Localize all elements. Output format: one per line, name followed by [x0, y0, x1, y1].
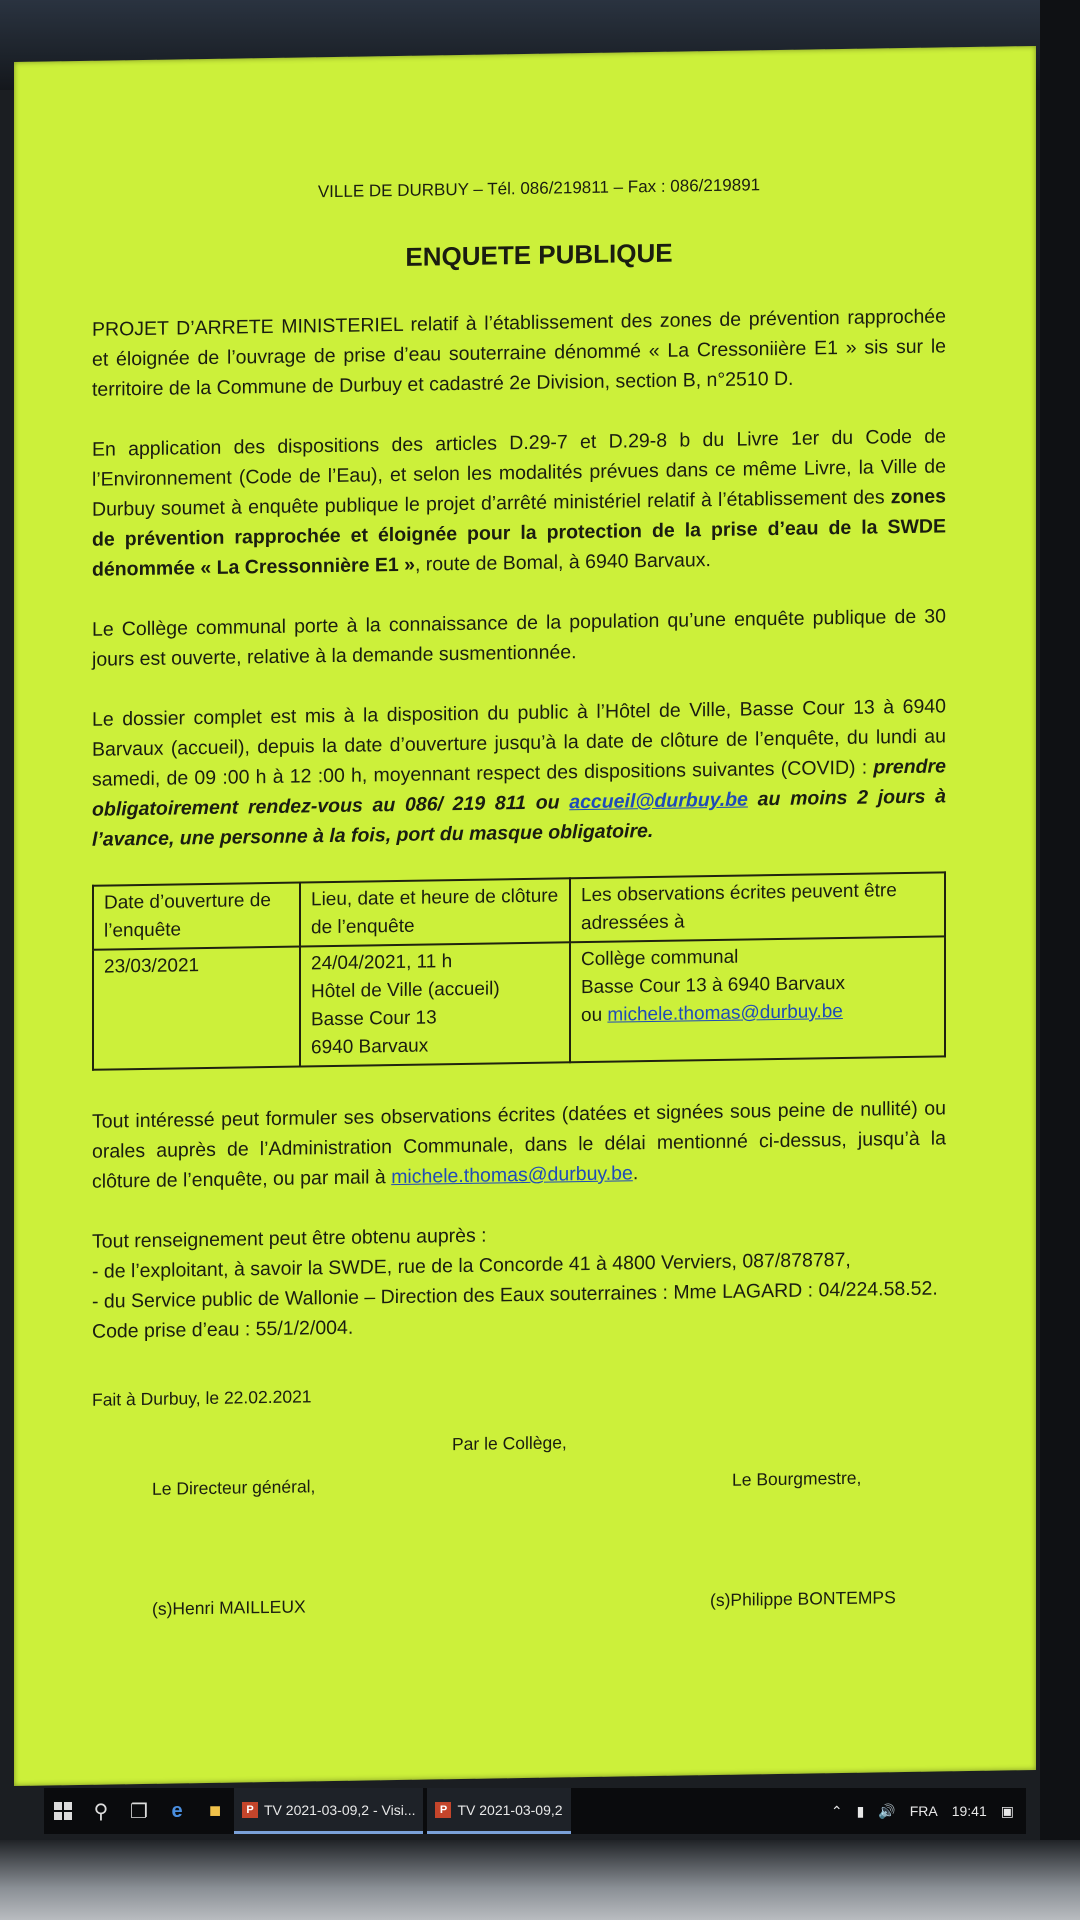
paragraph-application [92, 421, 946, 584]
closing-city: 6940 Barvaux [311, 1035, 429, 1059]
paragraph-application-end: , route de Bomal, à 6940 Barvaux. [414, 549, 711, 576]
notification-icon[interactable]: ▣ [1000, 1802, 1014, 1819]
windows-start-icon[interactable] [44, 1788, 82, 1834]
table-cell-observations [570, 936, 945, 1062]
contact-swde: - de l’exploitant, à savoir la SWDE, rue de la Concorde 41 à 4800 Verviers, 087/878787, [92, 1248, 851, 1283]
monitor-bezel-right [1040, 0, 1080, 1920]
paragraph-dossier-rules: au moins 2 jours à l’avance, une personne à la fois, port du masque obligatoire. [92, 785, 946, 851]
chevron-up-icon[interactable]: ⌃ [830, 1802, 843, 1819]
closing-place: Hôtel de Ville (accueil) [311, 978, 500, 1003]
table-cell-opening-date: 23/03/2021 [93, 947, 300, 1070]
task-view-icon[interactable]: ❐ [130, 1800, 148, 1823]
paragraph-observations-start: Tout intéressé peut formuler ses observations écrites (datées et signées sous peine de nullité) ou orales auprès de l’Administration Communale, dans le délai mentionné ci-dessus, jusqu’à la clôture de l’enquête, ou par mail à [92, 1097, 946, 1193]
search-icon[interactable]: ⚲ [93, 1800, 109, 1823]
bourgmestre-label: Le Bourgmestre, [732, 1467, 862, 1490]
system-tray [831, 1803, 1026, 1820]
table-row [93, 936, 945, 1069]
table-header-observations: Les observations écrites peuvent être adressées à [570, 872, 945, 942]
closing-street: Basse Cour 13 [311, 1007, 437, 1031]
paragraph-dossier [92, 691, 946, 854]
clock[interactable]: 19:41 [951, 1803, 987, 1819]
closing-date: 24/04/2021, 11 h [311, 951, 453, 975]
taskbar-app-presentation-label: TV 2021-03-09,2 [457, 1801, 563, 1818]
powerpoint-icon: P [242, 1802, 258, 1818]
document-title: ENQUETE PUBLIQUE [405, 237, 673, 272]
monitor-bezel-bottom [0, 1840, 1080, 1920]
paragraph-observations-end: . [632, 1162, 639, 1185]
table-header-closing: Lieu, date et heure de clôture de l’enquête [300, 878, 570, 946]
paragraph-dossier-appointment: prendre obligatoirement rendez-vous au 086/ 219 811 ou [92, 755, 946, 821]
paragraph-application-bold: zones de prévention rapprochée et éloignée pour la protection de la prise d’eau de la SWDE dénommée « La Cressonnière E1 » [92, 485, 946, 581]
contact-code: Code prise d’eau : 55/1/2/004. [92, 1316, 354, 1343]
paragraph-application-start: En application des dispositions des articles D.29-7 et D.29-8 b du Livre 1er du Code de l’Environnement (Code de l’Eau), et selon les modalités prévues dans ce même Livre, la Ville de Durbuy soumet à enquête publique le projet d’arrêté ministériel relatif à l’établissement des [92, 425, 946, 521]
contact-block [92, 1213, 946, 1346]
par-college: Par le Collège, [452, 1432, 567, 1455]
taskbar-app-viewer[interactable] [234, 1788, 423, 1834]
signature-block [92, 1363, 946, 1636]
observations-recipient: Collège communal [581, 946, 739, 971]
enquiry-table [92, 871, 946, 1070]
table-cell-closing [300, 942, 570, 1066]
accueil-email-link[interactable]: accueil@durbuy.be [569, 788, 748, 814]
done-at: Fait à Durbuy, le 22.02.2021 [92, 1386, 312, 1410]
file-explorer-icon[interactable]: ■ [208, 1799, 222, 1822]
screen-area [14, 46, 1036, 1786]
document-header: VILLE DE DURBUY – Tél. 086/219811 – Fax : 086/219891 [317, 175, 761, 202]
observations-email-link[interactable]: michele.thomas@durbuy.be [607, 1000, 843, 1026]
observations-ou: ou [581, 1004, 608, 1027]
volume-icon[interactable]: 🔊 [878, 1802, 896, 1819]
directeur-signature: (s)Henri MAILLEUX [152, 1596, 306, 1619]
table-header-opening: Date d’ouverture de l’enquête [93, 883, 300, 950]
paragraph-project: PROJET D’ARRETE MINISTERIEL relatif à l’établissement des zones de prévention rapprochée et éloignée de l’ouvrage de prise d’eau souterraine dénommé « La Cressoniière E1 » sis sur le territoire de la Commune de Durbuy et cadastré 2e Division, section B, n°2510 D. [92, 305, 946, 401]
contact-intro: Tout renseignement peut être obtenu auprès : [92, 1224, 487, 1253]
windows-taskbar [44, 1788, 1026, 1834]
directeur-label: Le Directeur général, [152, 1476, 316, 1499]
document-page [92, 167, 946, 1636]
battery-icon[interactable]: ▮ [856, 1802, 865, 1819]
contact-spw: - du Service public de Wallonie – Direction des Eaux souterraines : Mme LAGARD : 04/224.58.52. [92, 1277, 938, 1313]
paragraph-college: Le Collège communal porte à la connaissance de la population qu’une enquête publique de 30 jours est ouverte, relative à la demande susmentionnée. [92, 605, 946, 671]
language-indicator[interactable]: FRA [909, 1803, 938, 1819]
edge-icon[interactable]: e [171, 1799, 183, 1822]
observations-mail-link[interactable]: michele.thomas@durbuy.be [391, 1162, 633, 1189]
taskbar-app-viewer-label: TV 2021-03-09,2 - Visi... [264, 1801, 416, 1818]
powerpoint-icon: P [435, 1802, 451, 1818]
bourgmestre-signature: (s)Philippe BONTEMPS [710, 1587, 896, 1611]
observations-address: Basse Cour 13 à 6940 Barvaux [581, 972, 846, 999]
paragraph-observations [92, 1093, 946, 1196]
paragraph-dossier-start: Le dossier complet est mis à la disposition du public à l’Hôtel de Ville, Basse Cour 13 à 6940 Barvaux (accueil), depuis la date d’ouverture jusqu’à la date de clôture de l’enquête, du lundi au samedi, de 09 :00 h à 12 :00 h, moyennant respect des dispositions suivantes (COVID) : [92, 695, 946, 791]
taskbar-app-presentation[interactable] [427, 1788, 570, 1834]
observations-email-line [581, 997, 934, 1031]
